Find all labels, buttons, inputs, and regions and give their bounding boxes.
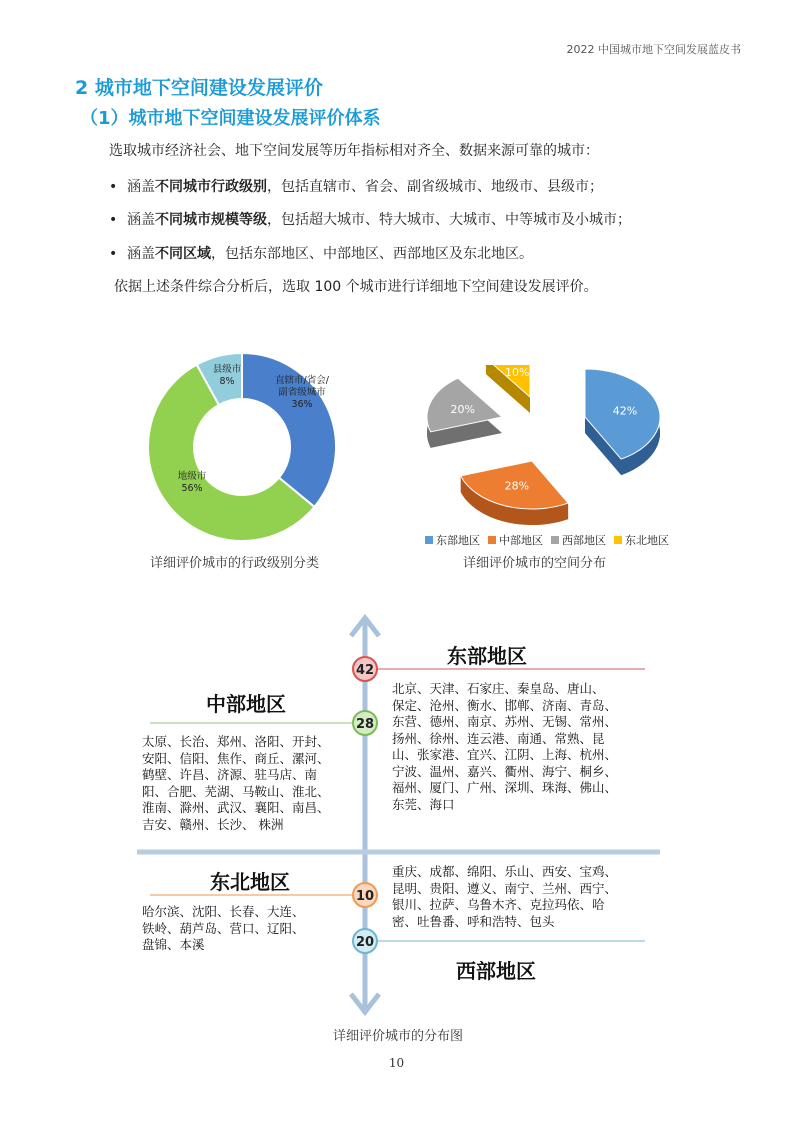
legend-swatch	[425, 536, 433, 544]
pie-label: 20%	[450, 402, 475, 416]
pie-legend	[425, 532, 669, 548]
svg-text:42: 42	[355, 663, 375, 678]
legend-item	[488, 532, 543, 548]
city-line: 密、吐鲁番、呼和浩特、包头	[392, 913, 555, 929]
bullet-item: • 涵盖不同城市规模等级，包括超大城市、特大城市、大城市、中等城市及小城市；	[109, 212, 631, 228]
distribution-caption: 详细评价城市的分布图	[333, 1029, 464, 1044]
bullet-dot: •	[109, 179, 118, 195]
bullet-item: • 涵盖不同城市行政级别，包括直辖市、省会、副省级城市、地级市、县级市；	[109, 179, 603, 195]
section-title: 2 城市地下空间建设发展评价	[75, 77, 323, 99]
city-line: 银川、拉萨、乌鲁木齐、克拉玛依、哈	[392, 897, 605, 912]
page-number: 10	[388, 1056, 405, 1070]
city-line: 淮南、滁州、武汉、襄阳、南昌、	[142, 800, 330, 815]
donut-label: 地级市 56%	[177, 471, 207, 494]
city-line: 东营、德州、南京、苏州、无锡、常州、	[392, 714, 618, 729]
legend-swatch	[614, 536, 622, 544]
city-line: 东莞、海口	[392, 796, 455, 812]
legend-swatch	[551, 536, 559, 544]
legend-label: 中部地区	[499, 534, 543, 547]
central-city-list	[142, 734, 330, 833]
legend-item	[614, 532, 669, 548]
east-city-list	[392, 681, 617, 813]
legend-label: 西部地区	[562, 534, 606, 547]
legend-label: 东部地区	[436, 534, 480, 547]
svg-text:20: 20	[355, 935, 375, 950]
legend-item	[551, 532, 606, 548]
east-count-badge	[353, 657, 377, 681]
city-line: 铁岭、葫芦岛、营口、辽阳、	[142, 920, 305, 936]
pie-slice	[461, 461, 568, 525]
city-line: 北京、天津、石家庄、秦皇岛、唐山、	[392, 681, 605, 696]
legend-label: 东北地区	[625, 534, 669, 547]
west-region-title: 西部地区	[456, 959, 536, 983]
bullet-dot: •	[109, 246, 118, 262]
legend-item	[425, 532, 480, 548]
east-region-title: 东部地区	[447, 644, 527, 668]
pie-caption: 详细评价城市的空间分布	[463, 556, 607, 571]
city-line: 阳、合肥、芜湖、马鞍山、淮北、	[142, 783, 330, 799]
svg-text:28: 28	[355, 717, 375, 732]
city-line: 太原、长治、郑州、洛阳、开封、	[142, 734, 330, 749]
northeast-city-list	[142, 904, 305, 954]
city-line: 安阳、信阳、焦作、商丘、漯河、	[142, 750, 330, 766]
city-line: 山、张家港、宜兴、江阴、上海、杭州、	[392, 747, 618, 762]
pie-label: 42%	[612, 404, 638, 418]
bullet-item: • 涵盖不同区域，包括东部地区、中部地区、西部地区及东北地区。	[109, 246, 533, 262]
bullet-dot: •	[109, 212, 118, 228]
city-line: 扬州、徐州、连云港、南通、常熟、昆	[392, 730, 605, 746]
central-region-title: 中部地区	[206, 692, 286, 716]
legend-swatch	[488, 536, 496, 544]
northeast-region-title: 东北地区	[210, 870, 290, 894]
city-line: 重庆、成都、绵阳、乐山、西安、宝鸡、	[392, 864, 618, 879]
city-line: 盘锦、本溪	[142, 937, 205, 952]
city-line: 保定、沧州、衡水、邯郸、济南、青岛、	[392, 697, 618, 713]
svg-text:10: 10	[355, 889, 375, 904]
city-line: 福州、厦门、广州、深圳、珠海、佛山、	[392, 780, 618, 795]
central-count-badge	[353, 711, 377, 735]
conclusion-paragraph: 依据上述条件综合分析后，选取 100 个城市进行详细地下空间建设发展评价。	[114, 279, 598, 295]
pie-label: 28%	[504, 479, 530, 493]
donut-label: 县级市 8%	[212, 364, 242, 387]
donut-caption: 详细评价城市的行政级别分类	[150, 556, 320, 571]
pie-label: 10%	[505, 365, 530, 379]
admin-level-donut-chart	[140, 345, 345, 550]
region-pie-chart	[410, 365, 680, 525]
west-count-badge	[353, 929, 377, 953]
northeast-count-badge	[353, 883, 377, 907]
city-line: 昆明、贵阳、遵义、南宁、兰州、西宁、	[392, 880, 618, 896]
city-line: 宁波、温州、嘉兴、衢州、海宁、桐乡、	[392, 763, 618, 779]
pie-slice	[585, 369, 660, 475]
west-city-list	[392, 864, 617, 930]
subsection-title: （1）城市地下空间建设发展评价体系	[80, 108, 381, 129]
donut-label: 直辖市/省会/副省级城市 36%	[275, 375, 329, 410]
intro-paragraph: 选取城市经济社会、地下空间发展等历年指标相对齐全、数据来源可靠的城市：	[109, 143, 599, 159]
city-line: 哈尔滨、沈阳、长春、大连、	[142, 904, 305, 919]
city-line: 鹤壁、许昌、济源、驻马店、南	[142, 767, 318, 782]
book-header: 2022 中国城市地下空间发展蓝皮书	[566, 43, 741, 56]
city-line: 吉安、赣州、长沙、 株洲	[142, 816, 284, 832]
